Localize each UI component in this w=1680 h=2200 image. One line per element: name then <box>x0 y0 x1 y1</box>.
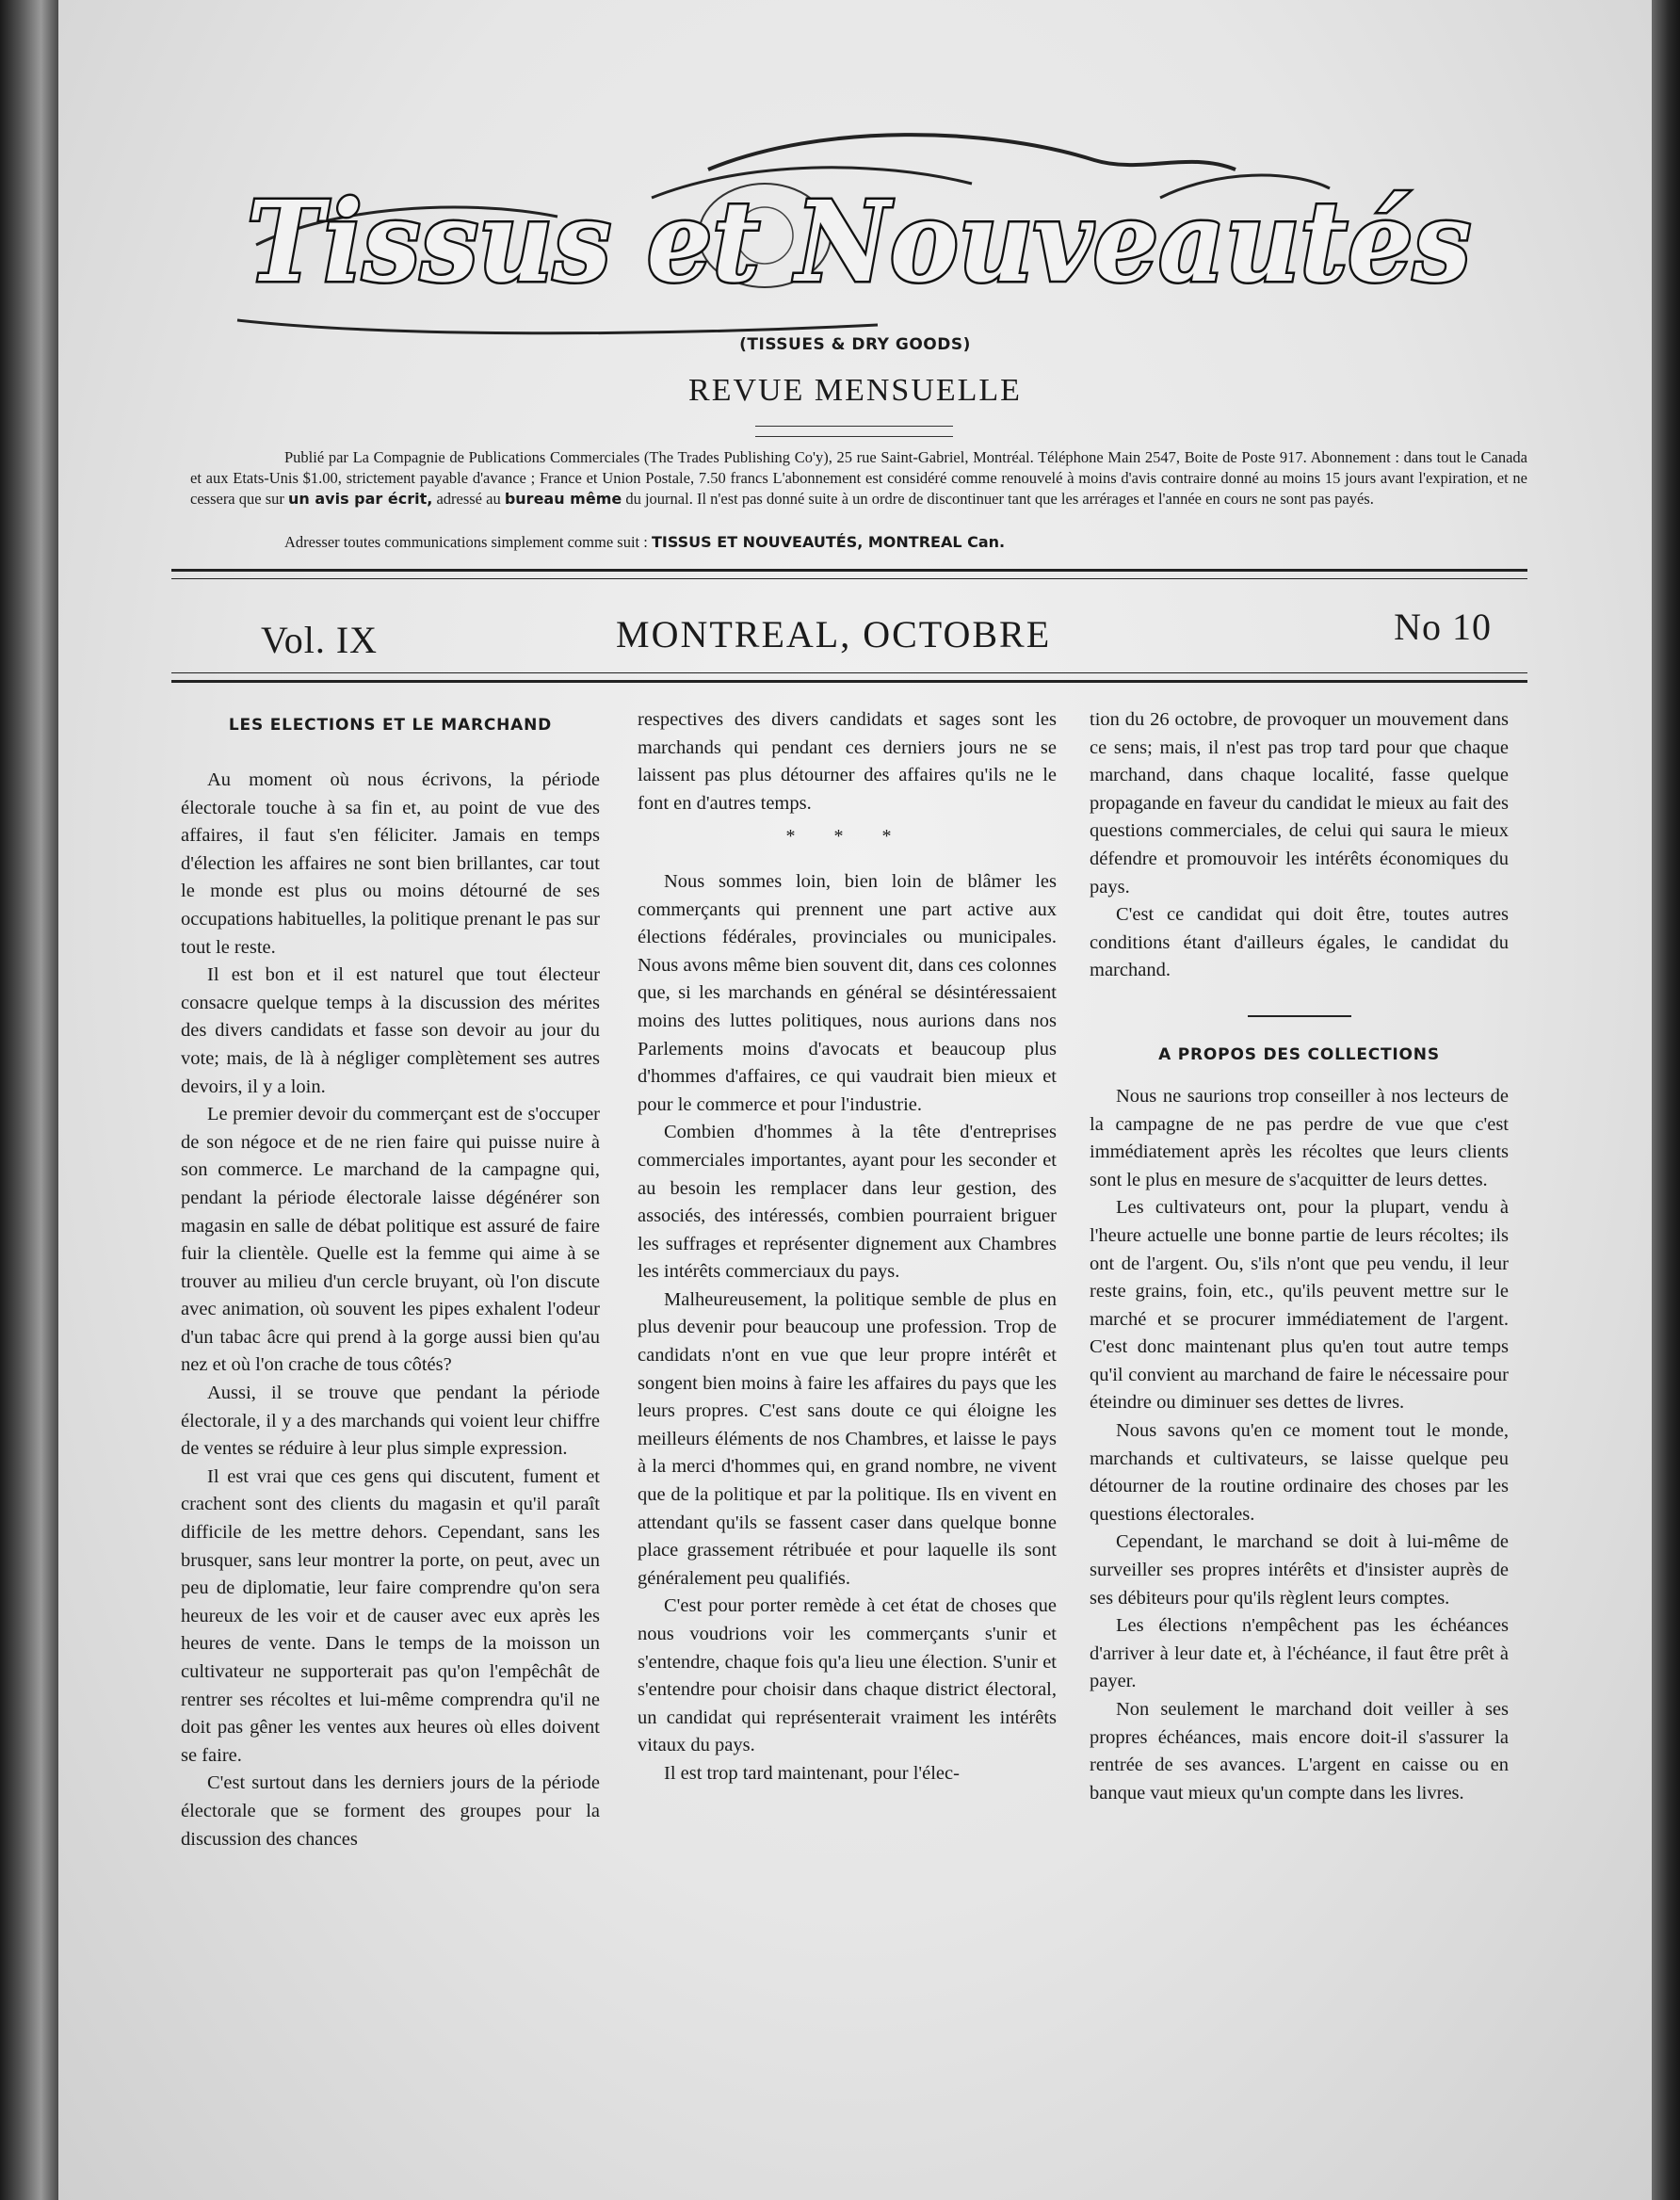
masthead-script-logo <box>218 132 1499 348</box>
book-binding-shadow <box>0 0 58 2200</box>
revue-underline <box>755 426 953 437</box>
column-3 <box>1090 706 1509 1807</box>
article-2-paragraph: Nous savons qu'en ce moment tout le monde, marchands et cultivateurs, se laisse quelque peu détourner de la routine ordinaire des choses par les questions électorales. <box>1090 1420 1509 1525</box>
article-divider <box>1248 1015 1351 1017</box>
article-2-paragraph: Les cultivateurs ont, pour la plupart, vendu à l'heure actuelle une bonne partie de leurs récoltes; ils ont de l'argent. Ou, s'ils n'ont que peu vendu, il leur reste grains, foin, etc., qu'ils peuvent mettre sur le marché et se procurer immédiatement de l'argent. C'est donc maintenant plus qu'en tout autre temps qu'il convient au marchand de faire le nécessaire pour éteindre ou diminuer ses dettes de livres. <box>1090 1197 1509 1414</box>
issue-number: No 10 <box>1394 606 1492 648</box>
section-separator: * * * <box>785 826 909 848</box>
article-1-paragraph: C'est pour porter remède à cet état de choses que nous voudrions voir les commerçants s'unir et s'entendre, chaque fois qu'a lieu une élection. S'unir et s'entendre pour choisir dans chaque district électoral, un candidat qui représenterait vraiment les intérêts vitaux du pays. <box>638 1595 1057 1756</box>
publisher-text-2: adressé au <box>436 490 501 508</box>
article-2-paragraph: Les élections n'empêchent pas les échéances d'arriver à leur date et, à l'échéance, il faut être prêt à payer. <box>1090 1615 1509 1692</box>
article-1-continuation: tion du 26 octobre, de provoquer un mouvement dans ce sens; mais, il n'est pas trop tard pour que chaque marchand, dans chaque localité, fasse quelque propagande en faveur du candidat le mieux au fait des questions commerciales, de celui qui saura le mieux défendre et promouvoir les intérêts économiques du pays. <box>1090 709 1509 898</box>
article-1-paragraph: Combien d'hommes à la tête d'entreprises commerciales importantes, ayant pour les seconder et au besoin les remplacer dans leur gestion, des associés, des intéressés, combien pourraient briguer les suffrages et représenter dignement aux Chambres les intérêts commerciaux du pays. <box>638 1122 1057 1283</box>
article-2-heading: A PROPOS DES COLLECTIONS <box>1158 1044 1440 1064</box>
article-1-paragraph: Nous sommes loin, bien loin de blâmer les commerçants qui prennent une part active aux élections fédérales, provinciales ou municipales. Nous avons même bien souvent dit, dans ces colonnes que, si les marchands en général se désintéressaient moins des luttes politiques, nous aurions dans nos Parlements moins d'avocats et beaucoup plus d'hommes d'affaires, ce qui vaudrait bien mieux et pour le commerce et pour l'industrie. <box>638 870 1057 1115</box>
publisher-text-1: Publié par La Compagnie de Publications Commerciales (The Trades Publishing Co'y), 25 rue Saint-Gabriel, Montréal. Téléphone Main 2547, Boite de Poste 917. Abonnement : dans tout le Canada et aux Etats-Unis $1.00, strictement payable d'avance ; France et Union Postale, 7.50 francs L'abonnement est considéré comme renouvelé à moins d'avis contraire donné au moins 15 jours avant l'expiration, et ne cessera que sur <box>190 448 1527 508</box>
issue-place-date: MONTREAL, OCTOBRE <box>616 613 1052 655</box>
address-bold: TISSUS ET NOUVEAUTÉS, MONTREAL Can. <box>651 533 1006 551</box>
column-2 <box>638 706 1057 1788</box>
issue-line <box>171 595 1527 661</box>
masthead-title: Tissus et Nouveautés <box>247 176 1471 307</box>
article-1-paragraph: Il est bon et il est naturel que tout électeur consacre quelque temps à la discussion des mérites des divers candidats et fasse son devoir au jour du vote; mais, de là à négliger complètement ses autres devoirs, il y a loin. <box>181 964 600 1097</box>
article-1-paragraph: Il est vrai que ces gens qui discutent, fument et crachent sont des clients du magasin et qu'il paraît difficile de les mettre dehors. Cependant, sans les brusquer, sans leur montrer la porte, on peut, avec un peu de diplomatie, leur faire comprendre qu'on sera heureux de les voir et de causer avec eux après les heures de vente. Dans le temps de la moisson un cultivateur ne supporterait pas qu'on l'empêchât de rentrer ses récoltes et lui-même comprendra qu'il ne doit pas gêner les ventes aux heures où elles doivent se faire. <box>181 1465 600 1766</box>
address-prefix: Adresser toutes communications simplement comme suit : <box>284 533 648 551</box>
article-1-paragraph: Aussi, il se trouve que pendant la période électorale, il y a des marchands qui voient leur chiffre de ventes se réduire à leur plus simple expression. <box>181 1383 600 1460</box>
article-2-paragraph: Cependant, le marchand se doit à lui-même de surveiller ses propres intérêts et d'insister auprès de ses débiteurs pour qu'ils règlent leurs comptes. <box>1090 1531 1509 1609</box>
publisher-bold-2: bureau même <box>504 490 622 508</box>
article-1-paragraph: Malheureusement, la politique semble de plus en plus devenir pour beaucoup une profession. Trop de candidats n'ont en vue que leur propre intérêt et songent bien moins à faire les affaires du pays que les leurs propres. C'est sans doute ce qui éloigne les meilleurs éléments de nos Chambres, et laisse le pays à la merci d'hommes qui, en grand nombre, ne vivent que de la politique et par la politique. Ils en vivent en attendant qu'ils se fassent caser dans quelque bonne place grassement rétribuée et pour laquelle ils sont généralement peu qualifiés. <box>638 1288 1057 1589</box>
publisher-bold-1: un avis par écrit, <box>288 490 433 508</box>
publisher-text-3: du journal. Il n'est pas donné suite à un ordre de discontinuer tant que les arrérages et l'année en cours ne sont pas payés. <box>625 490 1374 508</box>
column-1 <box>181 706 600 1853</box>
article-1-continuation: respectives des divers candidats et sages sont les marchands qui pendant ces derniers jours ne se laissent pas plus détourner des affaires qu'ils ne le font en d'autres temps. <box>638 709 1057 814</box>
header-rule-top <box>171 569 1527 579</box>
masthead-subtitle: (TISSUES & DRY GOODS) <box>739 335 971 354</box>
article-2-paragraph: Nous ne saurions trop conseiller à nos lecteurs de la campagne de ne pas perdre de vue que c'est immédiatement après les récoltes que leurs clients sont le plus en mesure de s'acquitter de leurs dettes. <box>1090 1085 1509 1190</box>
publisher-address <box>284 533 1509 552</box>
issue-volume: Vol. IX <box>261 619 379 661</box>
article-1-paragraph: Le premier devoir du commerçant est de s'occuper de son négoce et de ne rien faire qui puisse nuire à son commerce. Le marchand de la campagne qui, pendant la période électorale laisse dégénérer son magasin en salle de débat politique est assuré de faire fuir la clientèle. Quelle est la femme qui aime à se trouver au milieu d'un cercle bruyant, où l'on discute avec animation, où souvent les pipes exhalent l'odeur d'un tabac âcre qui prend à la gorge aussi bien qu'au nez et où l'on crache de tous côtés? <box>181 1104 600 1376</box>
page-edge-shadow <box>1652 0 1680 2200</box>
header-rule-bottom <box>171 672 1527 683</box>
article-1-paragraph: Il est trop tard maintenant, pour l'élec- <box>664 1762 960 1784</box>
article-1-heading: LES ELECTIONS ET LE MARCHAND <box>228 716 553 735</box>
publisher-notice <box>190 447 1527 510</box>
masthead-revue: REVUE MENSUELLE <box>688 373 1022 408</box>
article-1-paragraph: C'est surtout dans les derniers jours de la période électorale que se forment des groupes pour la discussion des chances <box>181 1772 600 1850</box>
masthead-logo <box>218 132 1499 348</box>
article-1-paragraph: Au moment où nous écrivons, la période électorale touche à sa fin et, au point de vue des affaires, il faut s'en féliciter. Jamais en temps d'élection les affaires ne sont bien brillantes, car tout le monde est plus ou moins détourné de ses occupations habituelles, la politique prenant le pas sur tout le reste. <box>181 769 600 958</box>
newspaper-page <box>58 0 1652 2200</box>
article-1-paragraph: C'est ce candidat qui doit être, toutes autres conditions étant d'ailleurs égales, le candidat du marchand. <box>1090 904 1509 981</box>
article-2-paragraph: Non seulement le marchand doit veiller à ses propres échéances, mais encore doit-il s'assurer la rentrée de ses avances. L'argent en caisse ou en banque vaut mieux qu'un compte dans les livres. <box>1090 1699 1509 1804</box>
